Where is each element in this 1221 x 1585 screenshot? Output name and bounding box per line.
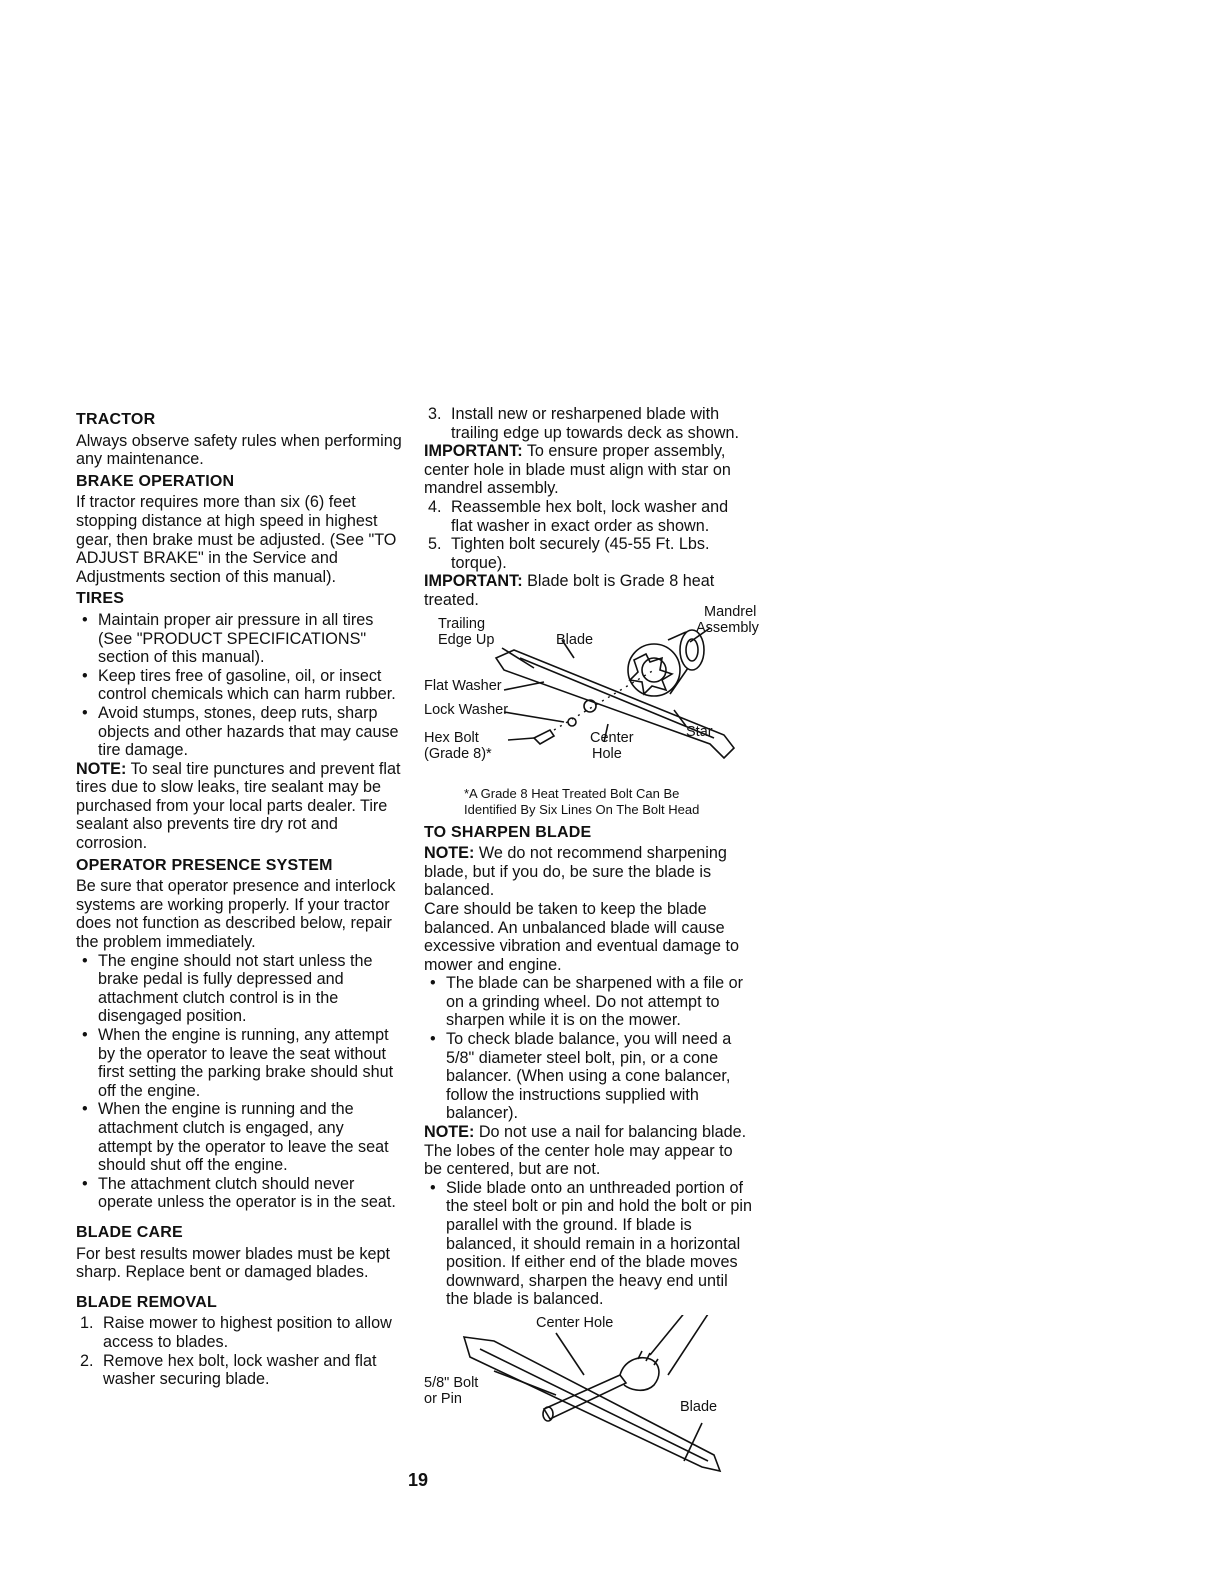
brake-heading: BRAKE OPERATION	[76, 472, 235, 490]
balance-list	[424, 1179, 754, 1309]
step-number: 1.	[80, 1314, 94, 1333]
sharpen-note	[424, 844, 754, 900]
list-item: • The engine should not start unless the brake pedal is fully depressed and attachment clutch control is in the disengaged position.	[76, 952, 402, 1026]
edge-up-label: Edge Up	[438, 631, 495, 648]
trailing-label: Trailing	[438, 615, 486, 632]
care-text: Care should be taken to keep the blade balanced. An unbalanced blade will cause excessive vibration and eventual damage to mower and engine.	[424, 899, 739, 974]
tractor-heading: TRACTOR	[76, 411, 156, 428]
note-label: NOTE:	[424, 1123, 475, 1142]
bolt-label: 5/8" Bolt	[424, 1374, 479, 1391]
list-item	[424, 405, 754, 442]
page-number: 19	[408, 1470, 429, 1490]
grade-label: (Grade 8)*	[424, 745, 492, 762]
list-item: • When the engine is running, any attempt by the operator to leave the seat without first setting the parking brake should shut off the engine.	[76, 1026, 402, 1100]
footnote-line: *A Grade 8 Heat Treated Bolt Can Be	[464, 785, 680, 801]
list-item: • Keep tires free of gasoline, oil, or insect control chemicals which can harm rubber.	[76, 667, 402, 704]
list-item: • Maintain proper air pressure in all tires (See "PRODUCT SPECIFICATIONS" section of this manual).	[76, 611, 402, 667]
center-hole-label: Center Hole	[536, 1314, 614, 1331]
ops-heading: OPERATOR PRESENCE SYSTEM	[76, 856, 333, 874]
list-item: • To check blade balance, you will need a 5/8" diameter steel bolt, pin, or a cone balancer. (When using a cone balancer, follow the instructions supplied with balancer).	[424, 1030, 754, 1123]
care-text: For best results mower blades must be kept sharp. Replace bent or damaged blades.	[76, 1244, 390, 1282]
step-number: 4.	[428, 497, 442, 516]
removal-steps	[76, 1314, 402, 1388]
blade-assembly-figure	[424, 603, 759, 780]
footnote-line: Identified By Six Lines On The Bolt Head	[464, 801, 700, 817]
blade-label: Blade	[680, 1398, 718, 1415]
note-text: Do not use a nail for balancing blade. The lobes of the center hole may appear to be centered, but are not.	[424, 1123, 747, 1179]
removal-heading: BLADE REMOVAL	[76, 1293, 217, 1311]
note-text: To seal tire punctures and prevent flat tires due to slow leaks, tire sealant may be purchased from your local parts dealer. Tire sealant also prevents tire dry rot and corrosion.	[76, 759, 401, 853]
sharpen-heading: TO SHARPEN BLADE	[424, 823, 592, 841]
nail-note	[424, 1123, 754, 1179]
reassemble-steps	[424, 498, 754, 572]
note-label: NOTE:	[424, 844, 475, 863]
ops-list	[76, 952, 402, 1212]
step-text: Tighten bolt securely (45-55 Ft. Lbs. torque).	[451, 535, 710, 572]
step-number: 2.	[80, 1351, 94, 1370]
tires-list	[76, 611, 402, 760]
install-steps	[424, 405, 754, 442]
sharpen-list	[424, 974, 754, 1123]
list-item	[76, 1352, 402, 1389]
list-item: • Avoid stumps, stones, deep ruts, sharp objects and other hazards that may cause tire damage.	[76, 704, 402, 760]
step-text: Raise mower to highest position to allow access to blades.	[103, 1314, 392, 1351]
lock-washer-label: Lock Washer	[424, 701, 509, 718]
list-item: • When the engine is running and the attachment clutch is engaged, any attempt by the operator to leave the seat should shut off the engine.	[76, 1100, 402, 1174]
grade-footnote	[464, 786, 754, 818]
step-number: 3.	[428, 405, 442, 423]
step-number: 5.	[428, 535, 442, 554]
left-column	[76, 407, 402, 1389]
center-label: Center	[590, 729, 634, 746]
list-item	[424, 535, 754, 572]
note-label: NOTE:	[76, 759, 127, 778]
tires-note	[76, 760, 402, 853]
assembly-label: Assembly	[696, 619, 759, 636]
important-label: IMPORTANT:	[424, 572, 523, 591]
brake-text: If tractor requires more than six (6) feet stopping distance at high speed in highest gear, then brake must be adjusted. (See "TO ADJUST BRAKE" in the Service and Adjustments section of this manual).	[76, 493, 397, 586]
blade-balance-drawing	[424, 1315, 754, 1475]
blade-label: Blade	[556, 631, 594, 648]
list-item: • Slide blade onto an unthreaded portion of the steel bolt or pin and hold the bolt or pin parallel with the ground. If blade is balanced, it should remain in a horizontal position. If either end of the blade moves downward, sharpen the heavy end until the blade is balanced.	[424, 1179, 754, 1309]
hole-label: Hole	[592, 745, 622, 762]
blade-balance-figure	[424, 1315, 754, 1475]
important-text: Blade bolt is Grade 8 heat treated.	[424, 572, 715, 609]
list-item: • The blade can be sharpened with a file or on a grinding wheel. Do not attempt to sharpen while it is on the mower.	[424, 974, 754, 1030]
flat-washer-label: Flat Washer	[424, 677, 502, 694]
step-text: Install new or resharpened blade with trailing edge up towards deck as shown.	[451, 405, 739, 442]
tires-heading: TIRES	[76, 590, 125, 608]
important-note-1	[424, 442, 754, 498]
note-text: We do not recommend sharpening blade, but if you do, be sure the blade is balanced.	[424, 844, 727, 900]
list-item	[424, 498, 754, 535]
right-column	[424, 405, 759, 1475]
step-text: Reassemble hex bolt, lock washer and flat washer in exact order as shown.	[451, 497, 729, 535]
important-label: IMPORTANT:	[424, 442, 523, 461]
list-item: • The attachment clutch should never operate unless the operator is in the seat.	[76, 1175, 402, 1212]
important-text: To ensure proper assembly, center hole in blade must align with star on mandrel assembly.	[424, 442, 731, 498]
tractor-text: Always observe safety rules when performing any maintenance.	[76, 431, 402, 469]
pin-label: or Pin	[424, 1390, 462, 1407]
step-text: Remove hex bolt, lock washer and flat washer securing blade.	[103, 1351, 377, 1389]
hex-bolt-label: Hex Bolt	[424, 729, 479, 746]
list-item	[76, 1314, 402, 1351]
mandrel-label: Mandrel	[704, 603, 757, 620]
star-label: Star	[686, 723, 713, 740]
care-heading: BLADE CARE	[76, 1223, 183, 1241]
ops-text: Be sure that operator presence and interlock systems are working properly. If your tractor does not function as described below, repair the problem immediately.	[76, 877, 396, 952]
